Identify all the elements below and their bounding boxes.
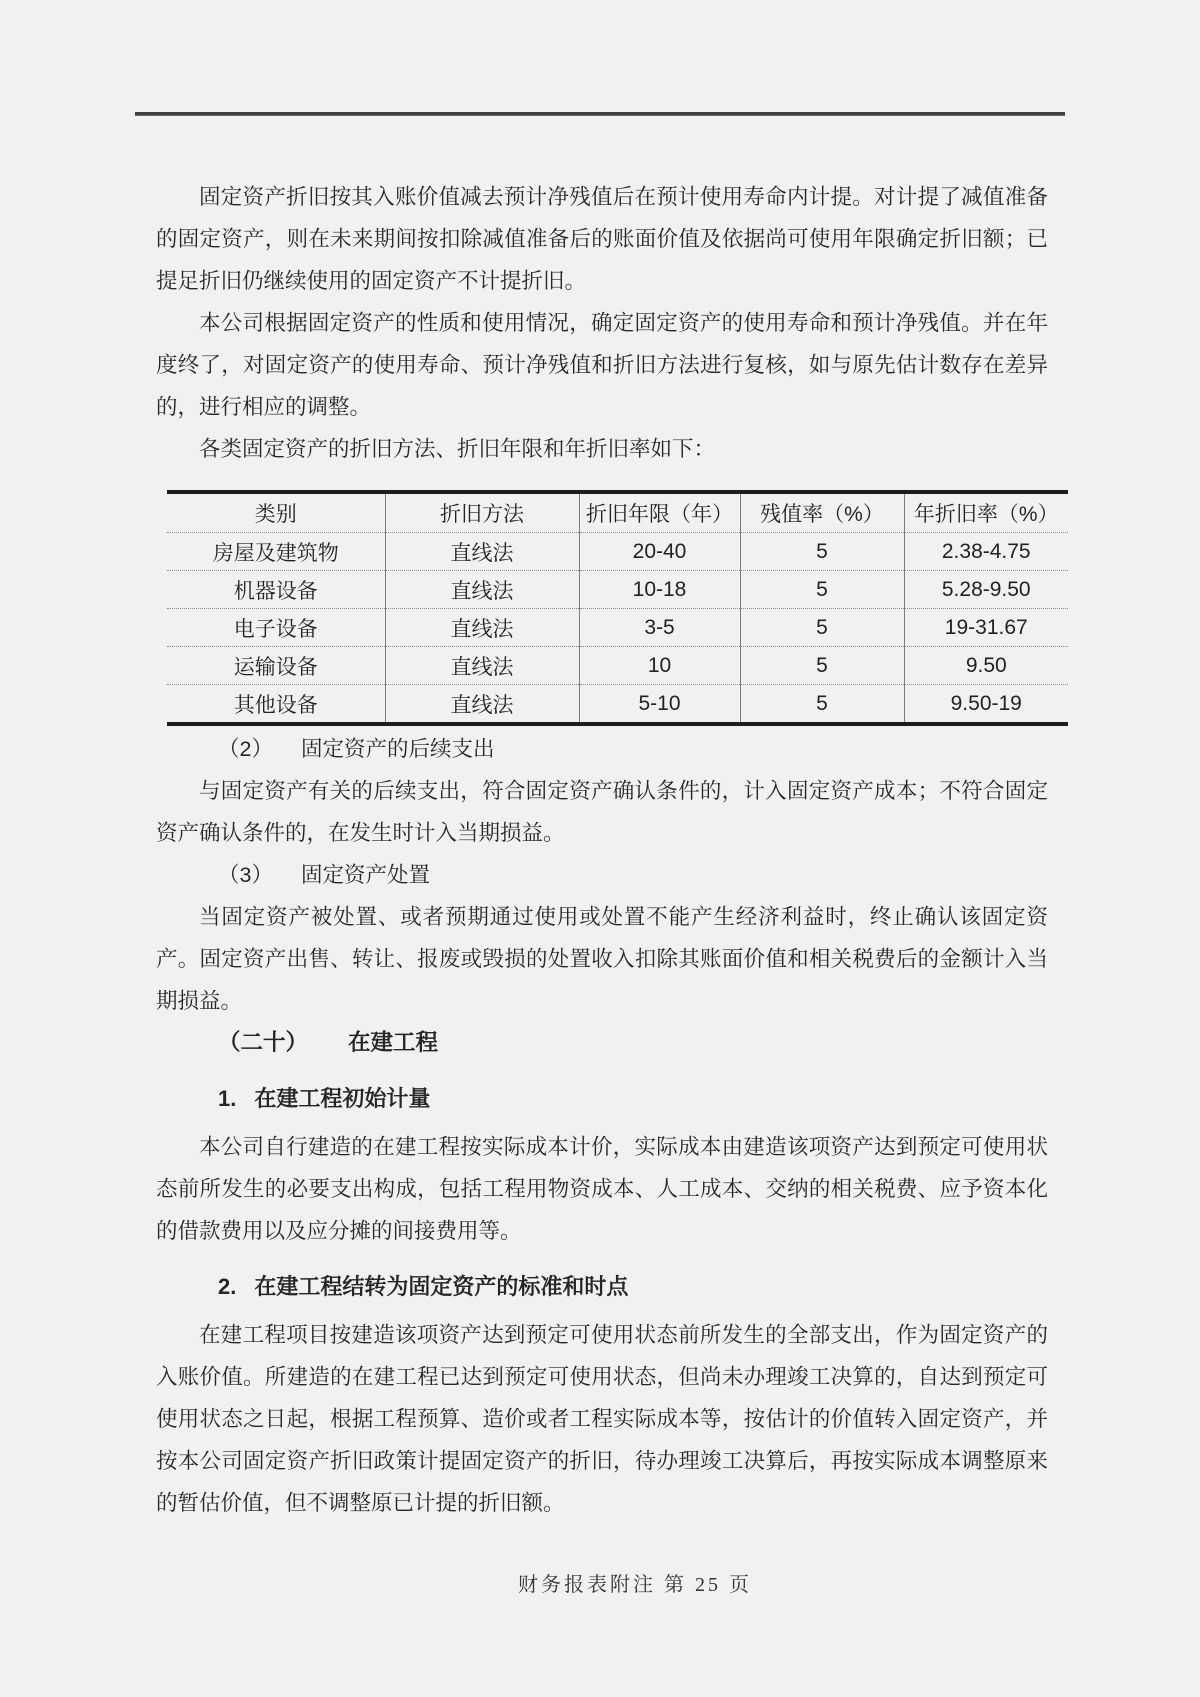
table-cell: 5.28-9.50 — [904, 571, 1068, 609]
table-header-cell: 类别 — [167, 492, 385, 533]
heading-item3 — [156, 854, 1048, 896]
header-rule — [135, 112, 1065, 116]
table-cell: 3-5 — [579, 609, 740, 647]
table-cell: 电子设备 — [167, 609, 385, 647]
heading-section-20 — [156, 1022, 1048, 1064]
table-cell: 2.38-4.75 — [904, 533, 1068, 571]
heading-sub2-number: 2. — [218, 1274, 237, 1299]
table-cell: 直线法 — [385, 571, 579, 609]
heading-item3-title: 固定资产处置 — [300, 863, 430, 887]
table-cell: 直线法 — [385, 685, 579, 725]
depreciation-table — [167, 490, 1068, 726]
table-cell: 5 — [740, 647, 904, 685]
page-footer: 财务报表附注 第 25 页 — [518, 1574, 752, 1596]
para-cip-transfer: 在建工程项目按建造该项资产达到预定可使用状态前所发生的全部支出，作为固定资产的入账价值。所建造的在建工程已达到预定可使用状态，但尚未办理竣工决算的，自达到预定可使用状态之日起，根据工程预算、造价或者工程实际成本等，按估计的价值转入固定资产，并按本公司固定资产折旧政策计提固定资产的折旧，待办理竣工决算后，再按实际成本调整原来的暂估价值，但不调整原已计提的折旧额。 — [156, 1323, 1048, 1515]
para-useful-life-review: 本公司根据固定资产的性质和使用情况，确定固定资产的使用寿命和预计净残值。并在年度终了，对固定资产的使用寿命、预计净残值和折旧方法进行复核，如与原先估计数存在差异的，进行相应的调整。 — [156, 311, 1048, 419]
para-subsequent-expenditure: 与固定资产有关的后续支出，符合固定资产确认条件的，计入固定资产成本；不符合固定资产确认条件的，在发生时计入当期损益。 — [156, 779, 1048, 845]
table-cell: 其他设备 — [167, 685, 385, 725]
table-header-cell: 残值率（%） — [740, 492, 904, 533]
table-cell: 10-18 — [579, 571, 740, 609]
heading-item2-title: 固定资产的后续支出 — [300, 737, 495, 761]
heading-item2 — [156, 728, 1048, 770]
heading-section-20-number: （二十） — [218, 1030, 309, 1055]
table-cell: 5 — [740, 571, 904, 609]
table-header-cell: 折旧方法 — [385, 492, 579, 533]
table-cell: 5 — [740, 685, 904, 725]
table-cell: 5 — [740, 533, 904, 571]
table-row — [167, 533, 1068, 571]
table-header-cell: 年折旧率（%） — [904, 492, 1068, 533]
heading-sub1 — [156, 1078, 1048, 1120]
table-row — [167, 571, 1068, 609]
table-header-row — [167, 492, 1068, 533]
heading-item2-number: （2） — [218, 737, 273, 761]
table-cell: 9.50 — [904, 647, 1068, 685]
table-cell: 运输设备 — [167, 647, 385, 685]
table-cell: 10 — [579, 647, 740, 685]
table-cell: 20-40 — [579, 533, 740, 571]
table-cell: 5-10 — [579, 685, 740, 725]
table-cell: 直线法 — [385, 533, 579, 571]
table-cell: 直线法 — [385, 609, 579, 647]
heading-sub2 — [156, 1266, 1048, 1308]
para-disposal: 当固定资产被处置、或者预期通过使用或处置不能产生经济利益时，终止确认该固定资产。固定资产出售、转让、报废或毁损的处置收入扣除其账面价值和相关税费后的金额计入当期损益。 — [156, 905, 1048, 1013]
heading-sub1-number: 1. — [218, 1086, 237, 1111]
table-row — [167, 685, 1068, 725]
table-cell: 直线法 — [385, 647, 579, 685]
table-cell: 9.50-19 — [950, 691, 1022, 715]
table-row — [167, 609, 1068, 647]
table-cell: 机器设备 — [167, 571, 385, 609]
heading-section-20-title: 在建工程 — [348, 1030, 439, 1055]
table-cell: 19-31.67 — [904, 609, 1068, 647]
heading-sub2-title: 在建工程结转为固定资产的标准和时点 — [254, 1274, 629, 1299]
table-header-cell: 折旧年限（年） — [579, 492, 740, 533]
table-intro-line: 各类固定资产的折旧方法、折旧年限和年折旧率如下： — [199, 437, 716, 461]
heading-sub1-title: 在建工程初始计量 — [254, 1086, 431, 1111]
para-cip-initial-measurement: 本公司自行建造的在建工程按实际成本计价，实际成本由建造该项资产达到预定可使用状态前所发生的必要支出构成，包括工程用物资成本、人工成本、交纳的相关税费、应予资本化的借款费用以及应分摊的间接费用等。 — [156, 1135, 1048, 1243]
table-cell: 5 — [740, 609, 904, 647]
table-row — [167, 647, 1068, 685]
heading-item3-number: （3） — [218, 863, 273, 887]
table-cell: 房屋及建筑物 — [167, 533, 385, 571]
para-depreciation-policy: 固定资产折旧按其入账价值减去预计净残值后在预计使用寿命内计提。对计提了减值准备的固定资产，则在未来期间按扣除减值准备后的账面价值及依据尚可使用年限确定折旧额；已提足折旧仍继续使用的固定资产不计提折旧。 — [156, 185, 1048, 293]
